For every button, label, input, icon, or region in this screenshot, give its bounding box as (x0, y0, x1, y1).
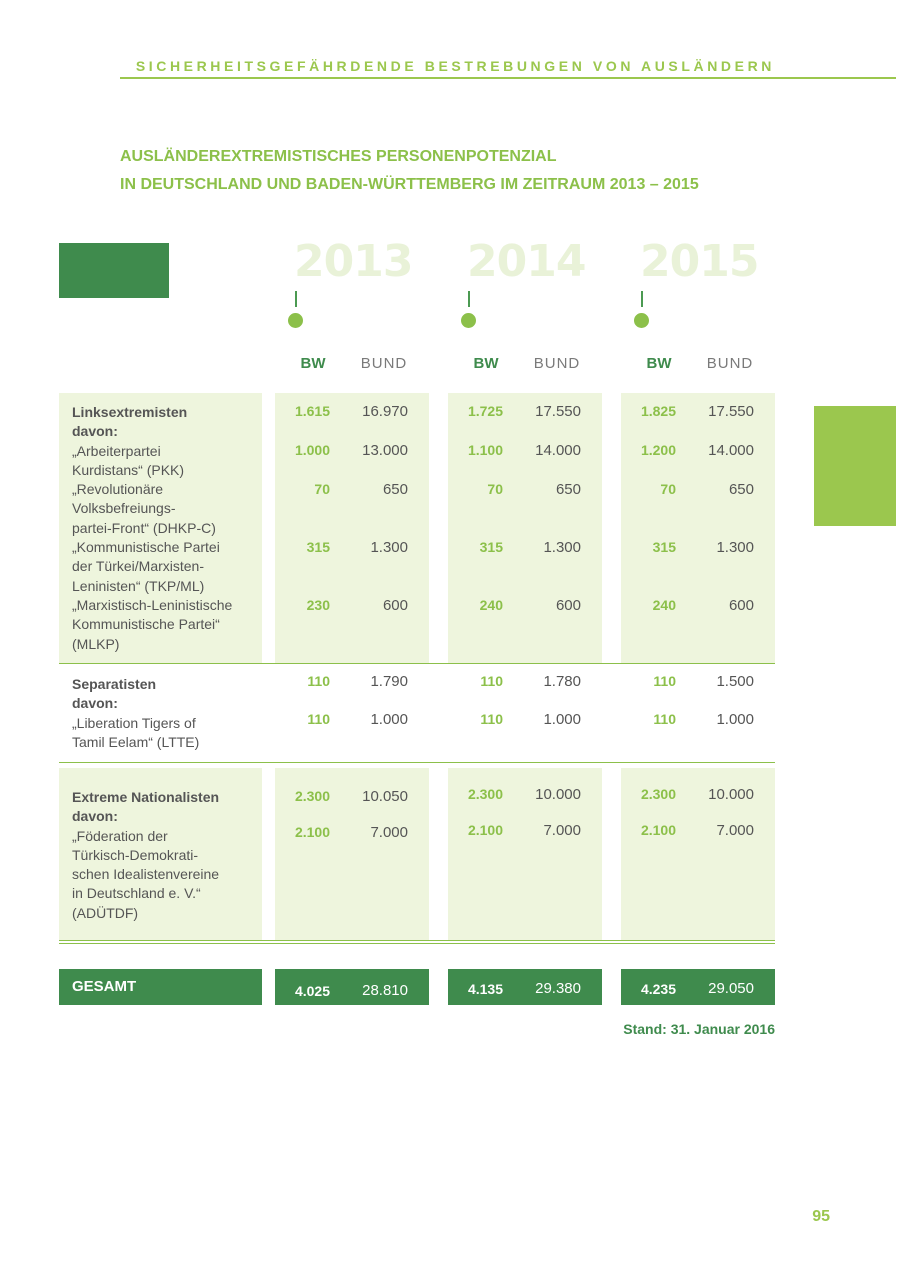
group-label-links (72, 403, 232, 654)
cell-bw: 315 (479, 539, 503, 555)
sub-label-line: „Kommunistische Partei (72, 539, 220, 556)
panel-2014-links (448, 393, 602, 663)
cell-bund: 10.000 (708, 786, 754, 803)
col-header-bw-2013: BW (300, 355, 326, 372)
cell-bund: 16.970 (362, 403, 408, 420)
cell-bw: 2.300 (640, 786, 676, 802)
total-cell-bund: 29.050 (708, 980, 754, 997)
col-header-bw-2015: BW (646, 355, 672, 372)
year-tick-2013 (295, 291, 297, 307)
cell-bund: 1.000 (370, 711, 408, 728)
cell-bw: 230 (306, 597, 330, 613)
cell-bund: 17.550 (535, 403, 581, 420)
total-label-box (59, 969, 262, 1005)
total-label: GESAMT (72, 978, 137, 995)
cell-bw: 240 (479, 597, 503, 613)
cell-bund: 650 (728, 481, 754, 498)
cell-bw: 110 (653, 711, 676, 727)
cell-bund: 7.000 (543, 822, 581, 839)
sub-label-line: Tamil Eelam“ (LTTE) (72, 733, 200, 750)
group-davon: davon: (72, 423, 118, 440)
cell-bw: 315 (306, 539, 330, 555)
sub-label-line: „Arbeiterpartei (72, 442, 161, 459)
total-cell-bw: 4.135 (467, 981, 503, 997)
cell-bw: 2.300 (467, 786, 503, 802)
table-title-line-2: IN DEUTSCHLAND UND BADEN-WÜRTTEMBERG IM ZEITRAUM 2013 – 2015 (120, 176, 699, 193)
group-heading: Linksextremisten (72, 404, 188, 420)
cell-bund: 14.000 (708, 442, 754, 459)
sub-label-line: der Türkei/Marxisten- (72, 558, 205, 575)
table-title-line-1: AUSLÄNDEREXTREMISTISCHES PERSONENPOTENZIAL (120, 148, 557, 165)
page-number: 95 (812, 1208, 830, 1225)
cell-bund: 7.000 (370, 824, 408, 841)
cell-bw: 70 (660, 481, 676, 497)
sub-label-line: Türkisch-Demokrati- (72, 846, 199, 863)
group-label-separatisten (72, 675, 199, 752)
cell-bw: 70 (314, 481, 330, 497)
cell-bund: 1.300 (716, 539, 754, 556)
cell-bund: 650 (555, 481, 581, 498)
cell-bw: 110 (307, 673, 330, 689)
cell-bw: 240 (652, 597, 676, 613)
group-label-nationalisten (72, 788, 219, 923)
year-dot-2015 (634, 313, 649, 328)
sub-label-line: (ADÜTDF) (72, 904, 139, 921)
cell-bund: 17.550 (708, 403, 754, 420)
cell-bw: 2.300 (294, 788, 330, 804)
cell-bund: 1.300 (370, 539, 408, 556)
group-divider (59, 663, 775, 664)
cell-bw: 1.100 (467, 442, 503, 458)
cell-bund: 1.780 (543, 673, 581, 690)
cell-bw: 110 (480, 673, 503, 689)
cell-bund: 14.000 (535, 442, 581, 459)
group-davon: davon: (72, 808, 118, 825)
cell-bund: 1.000 (716, 711, 754, 728)
col-header-bw-2014: BW (473, 355, 499, 372)
panel-2013-links (275, 393, 429, 663)
cell-bund: 600 (555, 597, 581, 614)
total-cell-bund: 29.380 (535, 980, 581, 997)
year-dot-2014 (461, 313, 476, 328)
sub-label-line: schen Idealistenvereine (72, 866, 220, 883)
group-heading: Extreme Nationalisten (72, 789, 220, 805)
year-tick-2014 (468, 291, 470, 307)
cell-bw: 1.615 (294, 403, 330, 419)
col-header-bund-2014: BUND (533, 355, 581, 372)
year-heading-2014: 2014 (467, 236, 586, 287)
col-header-bund-2015: BUND (706, 355, 754, 372)
total-cell-bund: 28.810 (362, 982, 408, 999)
running-head-rule (120, 77, 896, 79)
sub-label-line: Volksbefreiungs- (72, 500, 176, 517)
cell-bw: 2.100 (467, 822, 503, 838)
total-cell-bw: 4.025 (294, 983, 330, 999)
stand-note: Stand: 31. Januar 2016 (623, 1021, 775, 1037)
year-heading-2013: 2013 (294, 236, 413, 287)
sub-label-line: Kurdistans“ (PKK) (72, 461, 185, 478)
cell-bw: 1.825 (640, 403, 676, 419)
cell-bw: 110 (307, 711, 330, 727)
sub-label-line: „Marxistisch-Leninistische (72, 596, 233, 613)
group-divider (59, 940, 775, 941)
year-dot-2013 (288, 313, 303, 328)
sub-label-line: Kommunistische Partei“ (72, 616, 220, 633)
group-divider (59, 762, 775, 763)
cell-bw: 1.000 (294, 442, 330, 458)
sub-label-line: (MLKP) (72, 635, 120, 652)
chapter-side-tab (814, 406, 896, 526)
cell-bund: 650 (382, 481, 408, 498)
group-heading: Separatisten (72, 676, 157, 692)
cell-bund: 10.000 (535, 786, 581, 803)
year-tick-2015 (641, 291, 643, 307)
year-heading-2015: 2015 (640, 236, 759, 287)
total-cell-bw: 4.235 (640, 981, 676, 997)
cell-bw: 110 (480, 711, 503, 727)
cell-bw: 2.100 (640, 822, 676, 838)
cell-bund: 1.790 (370, 673, 408, 690)
sub-label-line: Leninisten“ (TKP/ML) (72, 577, 205, 594)
sub-label-line: partei-Front“ (DHKP-C) (72, 519, 216, 536)
panel-2015-links (621, 393, 775, 663)
group-divider-double (59, 943, 775, 944)
legend-box (59, 243, 169, 298)
sub-label-line: „Föderation der (72, 827, 168, 844)
sub-label-line: in Deutschland e. V.“ (72, 885, 201, 902)
cell-bund: 13.000 (362, 442, 408, 459)
running-head: SICHERHEITSGEFÄHRDENDE BESTREBUNGEN VON AUSLÄNDERN (135, 58, 775, 74)
cell-bw: 70 (487, 481, 503, 497)
group-davon: davon: (72, 695, 118, 712)
cell-bw: 2.100 (294, 824, 330, 840)
cell-bund: 600 (382, 597, 408, 614)
cell-bw: 1.200 (640, 442, 676, 458)
cell-bund: 600 (728, 597, 754, 614)
cell-bw: 1.725 (467, 403, 503, 419)
sub-label-line: „Revolutionäre (72, 481, 164, 498)
cell-bw: 110 (653, 673, 676, 689)
cell-bund: 7.000 (716, 822, 754, 839)
cell-bund: 1.500 (716, 673, 754, 690)
col-header-bund-2013: BUND (360, 355, 408, 372)
sub-label-line: „Liberation Tigers of (72, 714, 196, 731)
cell-bund: 1.300 (543, 539, 581, 556)
cell-bund: 10.050 (362, 788, 408, 805)
cell-bw: 315 (652, 539, 676, 555)
cell-bund: 1.000 (543, 711, 581, 728)
